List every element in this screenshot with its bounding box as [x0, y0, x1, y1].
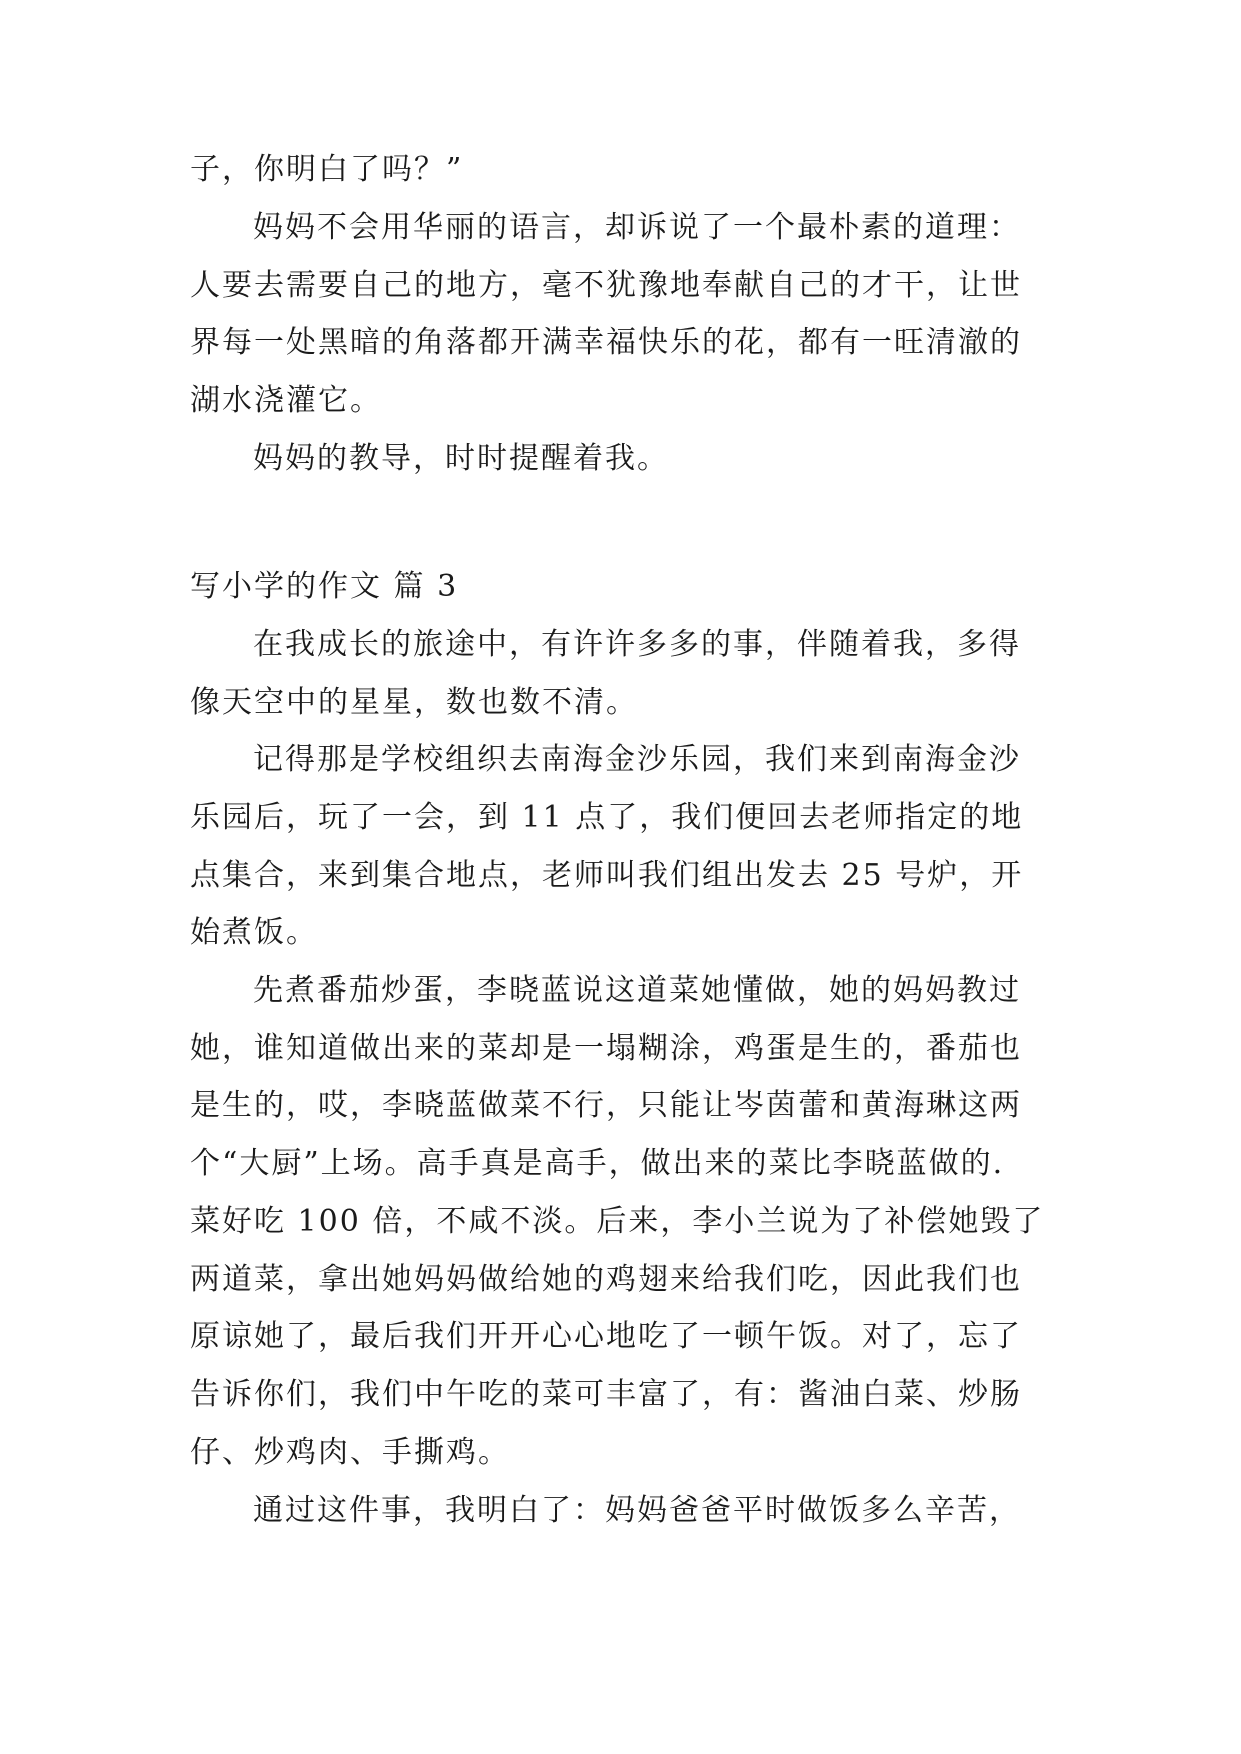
text-line: 乐园后，玩了一会，到 11 点了，我们便回去老师指定的地 [190, 800, 1024, 835]
text-line: 点集合，来到集合地点，老师叫我们组出发去 25 号炉，开 [190, 858, 1024, 893]
text-line: 像天空中的星星，数也数不清。 [190, 685, 638, 720]
text-line: 人要去需要自己的地方，毫不犹豫地奉献自己的才干，让世 [190, 268, 1022, 303]
text-line: 菜好吃 100 倍，不咸不淡。后来，李小兰说为了补偿她毁了 [190, 1204, 1045, 1239]
text-line: 个“大厨”上场。高手真是高手，做出来的菜比李晓蓝做的. [190, 1146, 1005, 1181]
text-line: 通过这件事，我明白了：妈妈爸爸平时做饭多么辛苦， [253, 1493, 1021, 1528]
text-line: 先煮番茄炒蛋，李晓蓝说这道菜她懂做，她的妈妈教过 [253, 973, 1021, 1008]
text-line: 始煮饭。 [190, 915, 318, 950]
text-line: 原谅她了，最后我们开开心心地吃了一顿午饭。对了，忘了 [190, 1319, 1022, 1354]
text-line: 湖水浇灌它。 [190, 383, 382, 418]
text-line: 妈妈不会用华丽的语言，却诉说了一个最朴素的道理： [253, 210, 1021, 245]
text-line: 在我成长的旅途中，有许许多多的事，伴随着我，多得 [253, 627, 1021, 662]
text-line: 是生的，哎，李晓蓝做菜不行，只能让岑茵蕾和黄海琳这两 [190, 1088, 1022, 1123]
text-line: 界每一处黑暗的角落都开满幸福快乐的花，都有一旺清澈的 [190, 325, 1022, 360]
text-line: 告诉你们，我们中午吃的菜可丰富了，有：酱油白菜、炒肠 [190, 1377, 1022, 1412]
text-line: 仔、炒鸡肉、手撕鸡。 [190, 1435, 510, 1470]
text-line: 记得那是学校组织去南海金沙乐园，我们来到南海金沙 [253, 742, 1021, 777]
text-line: 她，谁知道做出来的菜却是一塌糊涂，鸡蛋是生的，番茄也 [190, 1031, 1022, 1066]
text-line: 两道菜，拿出她妈妈做给她的鸡翅来给我们吃，因此我们也 [190, 1262, 1022, 1297]
text-line: 妈妈的教导，时时提醒着我。 [253, 441, 669, 476]
text-line: 子，你明白了吗？” [190, 152, 464, 187]
section-heading: 写小学的作文 篇 3 [190, 569, 459, 604]
